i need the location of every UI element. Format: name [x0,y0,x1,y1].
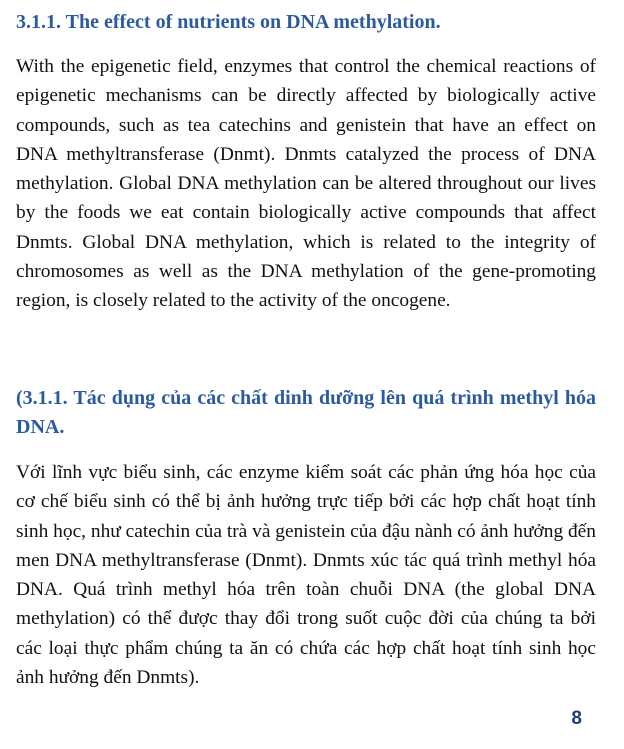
paragraph-vietnamese: Với lĩnh vực biểu sinh, các enzyme kiểm soát các phản ứng hóa học của cơ chế biểu sinh có thể bị ảnh hưởng trực tiếp bởi các hợp chất hoạt tính sinh học, như catechin của trà và genistein của đậu nành có ảnh hưởng đến men DNA methyltransferase (Dnmt). Dnmts xúc tác quá trình methyl hóa DNA. Quá trình methyl hóa trên toàn chuỗi DNA (the global DNA methylation) có thể được thay đổi trong suốt cuộc đời của chúng ta bởi các loại thực phẩm chúng ta ăn có chứa các hợp chất hoạt tính sinh học ảnh hưởng đến Dnmts). [16,462,596,689]
page-number: 8 [571,708,582,729]
section-heading-english: 3.1.1. The effect of nutrients on DNA methylation. [16,11,441,33]
section-heading-vietnamese: (3.1.1. Tác dụng của các chất dinh dưỡng lên quá trình methyl hóa DNA. [16,387,596,438]
paragraph-english: With the epigenetic field, enzymes that control the chemical reactions of epigenetic mechanisms can be directly affected by biologically active compounds, such as tea catechins and genistein that have an effect on DNA methyltransferase (Dnmt). Dnmts catalyzed the process of DNA methylation. Global DNA methylation can be altered throughout our lives by the foods we eat contain biologically active compounds that affect Dnmts. Global DNA methylation, which is related to the integrity of chromosomes as well as the DNA methylation of the gene-promoting region, is closely related to the activity of the oncogene. [16,56,596,312]
